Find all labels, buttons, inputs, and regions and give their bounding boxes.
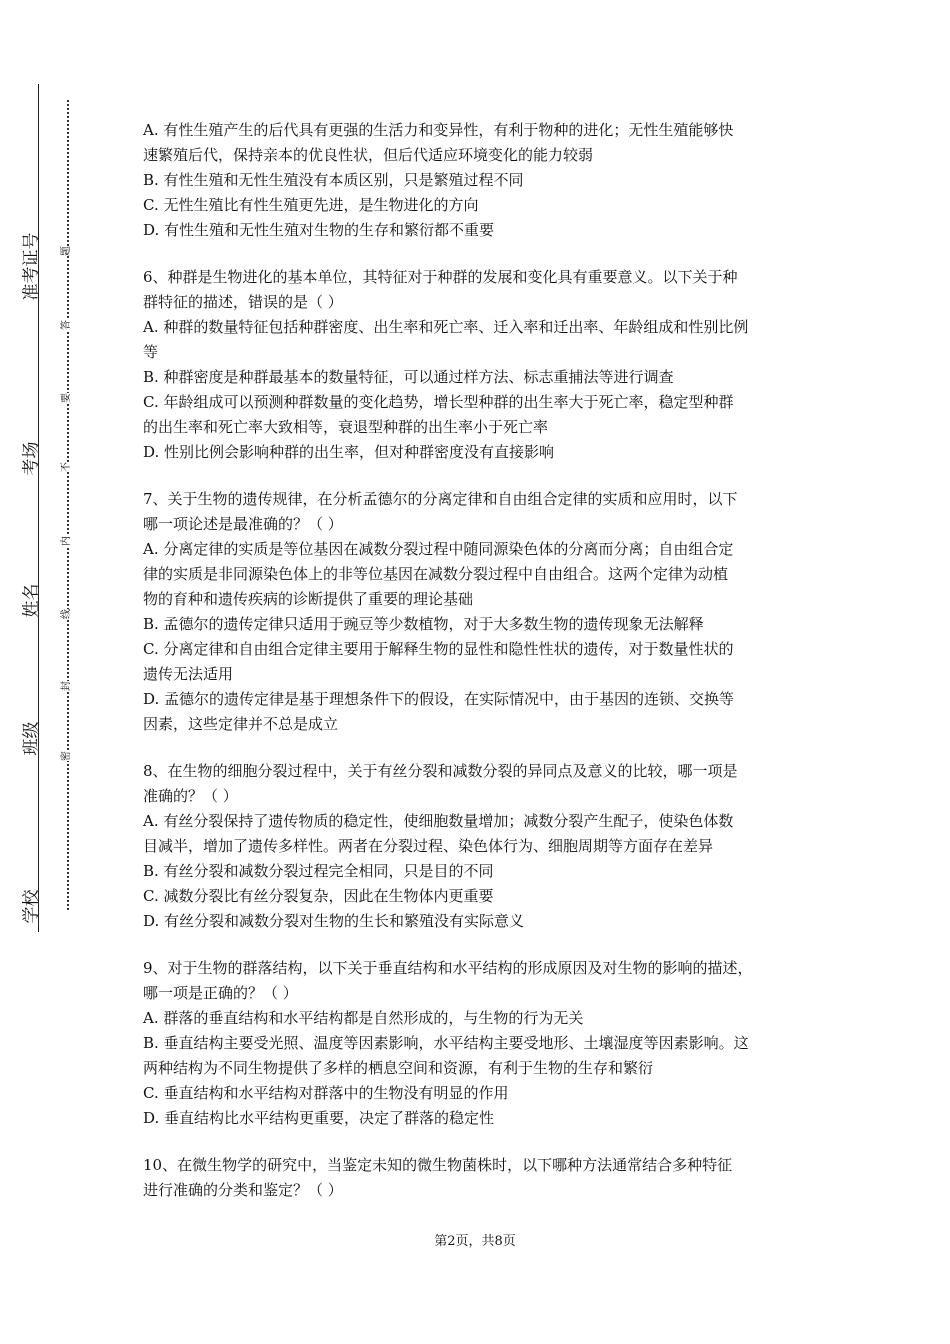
- label-exam-number: 准考证号: [21, 232, 42, 301]
- q6-stem-cont: 群特征的描述，错误的是（ ）: [143, 293, 343, 311]
- q7-option-a-cont2: 物的育种和遗传疾病的诊断提供了重要的理论基础: [143, 590, 474, 608]
- binding-solid-line: [38, 84, 39, 932]
- q8-option-c: C. 减数分裂比有丝分裂复杂，因此在生物体内更重要: [143, 887, 494, 905]
- q7-option-d-cont: 因素，这些定律并不总是成立: [143, 715, 339, 733]
- q9-option-c: C. 垂直结构和水平结构对群落中的生物没有明显的作用: [143, 1084, 509, 1102]
- seal-note-ti: 题: [61, 246, 72, 256]
- q9-option-a: A. 群落的垂直结构和水平结构都是自然形成的，与生物的行为无关: [143, 1009, 584, 1027]
- q6-stem: 6、种群是生物进化的基本单位，其特征对于种群的发展和变化具有重要意义。以下关于种: [143, 268, 738, 286]
- label-school: 学校: [21, 889, 42, 924]
- binding-dotted-line: [67, 100, 69, 910]
- q5-option-d: D. 有性生殖和无性生殖对生物的生存和繁衍都不重要: [143, 221, 495, 239]
- q7-option-c: C. 分离定律和自由组合定律主要用于解释生物的显性和隐性性状的遗传，对于数量性状的: [143, 640, 734, 658]
- q9-stem-cont: 哪一项是正确的？（ ）: [143, 984, 298, 1002]
- q9-option-b-cont: 两种结构为不同生物提供了多样的栖息空间和资源，有利于生物的生存和繁衍: [143, 1059, 654, 1077]
- q8-option-a: A. 有丝分裂保持了遗传物质的稳定性，使细胞数量增加；减数分裂产生配子，使染色体数: [143, 812, 734, 830]
- seal-note-da: 答: [61, 320, 72, 330]
- seal-note-mi: 密: [61, 751, 72, 761]
- seal-note-feng: 封: [61, 681, 72, 691]
- q6-option-c: C. 年龄组成可以预测种群数量的变化趋势，增长型种群的出生率大于死亡率，稳定型种群: [143, 393, 734, 411]
- q6-option-a: A. 种群的数量特征包括种群密度、出生率和死亡率、迁入率和迁出率、年龄组成和性别比例: [143, 318, 749, 336]
- question-7: [143, 487, 811, 737]
- q5-option-c: C. 无性生殖比有性生殖更先进，是生物进化的方向: [143, 196, 479, 214]
- q6-option-d: D. 性别比例会影响种群的出生率，但对种群密度没有直接影响: [143, 443, 555, 461]
- seal-note-xian: 线: [61, 609, 72, 619]
- question-10: [143, 1153, 811, 1203]
- q5-option-a: A. 有性生殖产生的后代具有更强的生活力和变异性，有利于物种的进化；无性生殖能够快: [143, 121, 734, 139]
- q10-stem-cont: 进行准确的分类和鉴定？（ ）: [143, 1181, 343, 1199]
- question-6: [143, 265, 811, 465]
- q7-stem: 7、关于生物的遗传规律，在分析孟德尔的分离定律和自由组合定律的实质和应用时，以下: [143, 490, 738, 508]
- q8-option-b: B. 有丝分裂和减数分裂过程完全相同，只是目的不同: [143, 862, 494, 880]
- question-9: [143, 956, 811, 1131]
- question-list: [143, 118, 811, 1225]
- q8-option-d: D. 有丝分裂和减数分裂对生物的生长和繁殖没有实际意义: [143, 912, 525, 930]
- q9-option-b: B. 垂直结构主要受光照、温度等因素影响，水平结构主要受地形、土壤湿度等因素影响。这: [143, 1034, 749, 1052]
- label-exam-room: 考场: [21, 441, 42, 476]
- q7-stem-cont: 哪一项论述是最准确的？（ ）: [143, 515, 343, 533]
- label-class: 班级: [21, 721, 42, 756]
- q10-stem: 10、在微生物学的研究中，当鉴定未知的微生物菌株时，以下哪种方法通常结合多种特征: [143, 1156, 733, 1174]
- q7-option-a-cont: 律的实质是非同源染色体上的非等位基因在减数分裂过程中自由组合。这两个定律为动植: [143, 565, 729, 583]
- q8-stem-cont: 准确的？（ ）: [143, 787, 238, 805]
- q5-option-b: B. 有性生殖和无性生殖没有本质区别，只是繁殖过程不同: [143, 171, 524, 189]
- q5-option-a-cont: 速繁殖后代，保持亲本的优良性状，但后代适应环境变化的能力较弱: [143, 146, 594, 164]
- seal-note-nei: 内: [61, 536, 72, 546]
- q7-option-b: B. 孟德尔的遗传定律只适用于豌豆等少数植物，对于大多数生物的遗传现象无法解释: [143, 615, 704, 633]
- q6-option-a-cont: 等: [143, 343, 159, 361]
- page-footer: 第2页，共8页: [434, 1234, 516, 1249]
- q8-stem: 8、在生物的细胞分裂过程中，关于有丝分裂和减数分裂的异同点及意义的比较，哪一项是: [143, 762, 738, 780]
- q9-stem: 9、对于生物的群落结构，以下关于垂直结构和水平结构的形成原因及对生物的影响的描述，: [143, 959, 753, 977]
- question-5: [143, 118, 811, 243]
- q6-option-b: B. 种群密度是种群最基本的数量特征，可以通过样方法、标志重捕法等进行调查: [143, 368, 674, 386]
- label-name: 姓名: [21, 583, 42, 618]
- question-8: [143, 759, 811, 934]
- q9-option-d: D. 垂直结构比水平结构更重要，决定了群落的稳定性: [143, 1109, 495, 1127]
- q6-option-c-cont: 的出生率和死亡率大致相等，衰退型种群的出生率小于死亡率: [143, 418, 549, 436]
- q7-option-d: D. 孟德尔的遗传定律是基于理想条件下的假设，在实际情况中，由于基因的连锁、交换等: [143, 690, 735, 708]
- q8-option-a-cont: 目减半，增加了遗传多样性。两者在分裂过程、染色体行为、细胞周期等方面存在差异: [143, 837, 714, 855]
- q7-option-a: A. 分离定律的实质是等位基因在减数分裂过程中随同源染色体的分离而分离；自由组合定: [143, 540, 734, 558]
- seal-note-yao: 要: [61, 393, 72, 403]
- seal-note-bu: 不: [61, 462, 72, 472]
- q7-option-c-cont: 遗传无法适用: [143, 665, 234, 683]
